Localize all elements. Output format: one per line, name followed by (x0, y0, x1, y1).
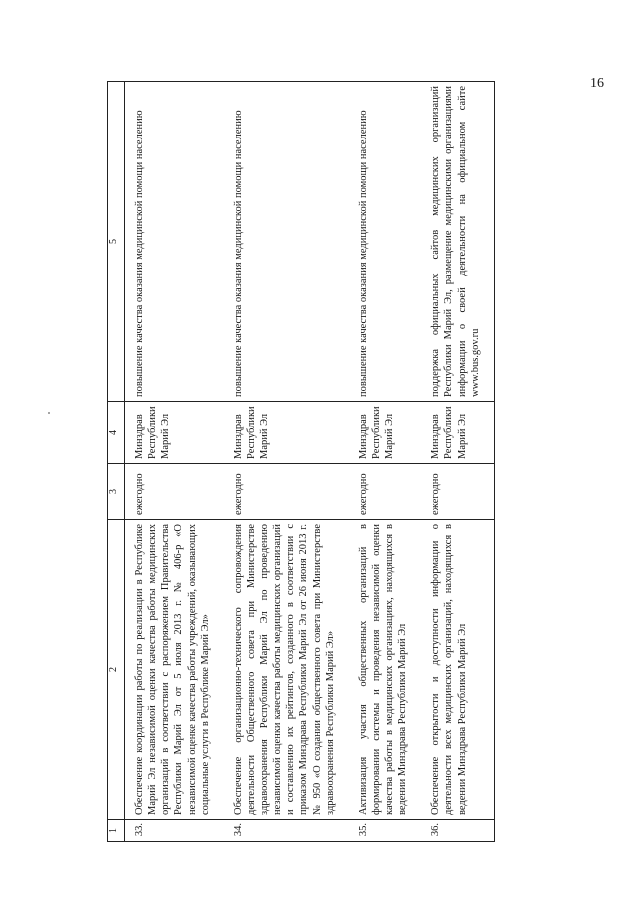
measures-table (107, 81, 495, 842)
table-row (125, 82, 224, 842)
responsible-text: Минздрав Республики Марий Эл (224, 402, 349, 464)
column-header-5: 5 (108, 82, 125, 402)
measure-text: Обеспечение организационно-технического сопровождения деятельности Общественного совета при Министерстве здравоохранения Республики Марий Эл по проведению независимой оценки качества работы медицинских организаций и составлению их рейтингов, созданного в соответствии с приказом Минздрава Республики Марий Эл от 26 июня 2013 г. № 950 «О создании общественного совета при Министерстве здравоохранения Республики Марий Эл» (224, 520, 349, 820)
responsible-text: Минздрав Республики Марий Эл (421, 402, 494, 464)
page-number: 16 (590, 76, 604, 91)
table-row (224, 82, 349, 842)
term-text: ежегодно (349, 464, 422, 520)
row-number: 35. (349, 820, 422, 842)
scan-speck (48, 412, 50, 414)
responsible-text: Минздрав Республики Марий Эл (125, 402, 224, 464)
result-text: повышение качества оказания медицинской помощи населению (125, 82, 224, 402)
responsible-text: Минздрав Республики Марий Эл (349, 402, 422, 464)
term-text: ежегодно (125, 464, 224, 520)
table-header-row (108, 82, 125, 842)
table-row (421, 82, 494, 842)
row-number: 33. (125, 820, 224, 842)
measure-text: Обеспечение открытости и доступности информации о деятельности всех медицинских организаций, находящихся в ведении Минздрава Республики Марий Эл (421, 520, 494, 820)
table-row (349, 82, 422, 842)
result-text: повышение качества оказания медицинской помощи населению (349, 82, 422, 402)
measure-text: Активизация участия общественных организаций в формировании системы и проведения независимой оценки качества работы в медицинских организациях, находящихся в ведении Минздрава Республики Марий Эл (349, 520, 422, 820)
row-number: 36. (421, 820, 494, 842)
rotated-table-container (107, 82, 551, 842)
result-text: повышение качества оказания медицинской помощи населению (224, 82, 349, 402)
row-number: 34. (224, 820, 349, 842)
measure-text: Обеспечение координации работы по реализации в Республике Марий Эл независимой оценки качества работы медицинских организаций в соответствии с распоряжением Правительства Республики Марий Эл от 5 июля 2013 г. № 406-р «О независимой оценке качества работы учреждений, оказывающих социальные услуги в Республике Марий Эл» (125, 520, 224, 820)
column-header-2: 2 (108, 520, 125, 820)
column-header-3: 3 (108, 464, 125, 520)
column-header-4: 4 (108, 402, 125, 464)
column-header-1: 1 (108, 820, 125, 842)
result-text: поддержка официальных сайтов медицинских организаций Республики Марий Эл, размещение медицинскими организациями информации о своей деятельности на официальном сайте www.bus.gov.ru (421, 82, 494, 402)
term-text: ежегодно (224, 464, 349, 520)
term-text: ежегодно (421, 464, 494, 520)
